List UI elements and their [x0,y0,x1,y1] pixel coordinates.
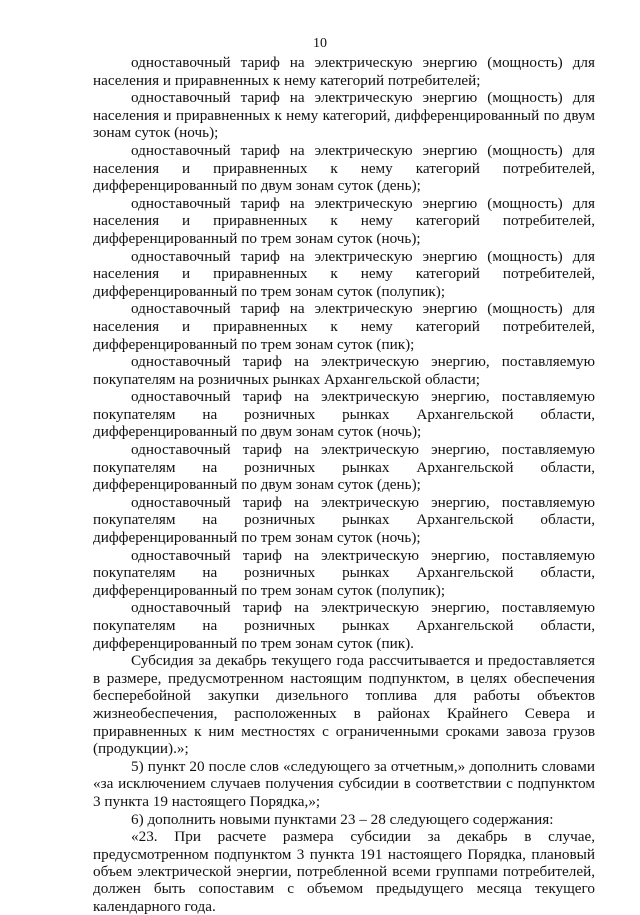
paragraph: одноставочный тариф на электрическую энергию, поставляемую покупателям на розничных рынках Архангельской области, дифференцированный по трем зонам суток (пик). [93,599,595,652]
paragraph: одноставочный тариф на электрическую энергию (мощность) для населения и приравненных к нему категорий потребителей; [93,54,595,89]
subsidy-paragraph: Субсидия за декабрь текущего года рассчитывается и предоставляется в размере, предусмотренном настоящим подпунктом, в целях обеспечения бесперебойной закупки дизельного топлива для работы объектов жизнеобеспечения, расположенных в районах Крайнего Севера и приравненных к ним местностях с ограниченными сроками завоза грузов (продукции).»; [93,652,595,758]
amendment-item-5: 5) пункт 20 после слов «следующего за отчетным,» дополнить словами «за исключением случаев получения субсидии в соответствии с подпунктом 3 пункта 19 настоящего Порядка,»; [93,757,595,810]
paragraph: одноставочный тариф на электрическую энергию (мощность) для населения и приравненных к нему категорий потребителей, дифференцированный по трем зонам суток (пик); [93,300,595,353]
new-point-23: «23. При расчете размера субсидии за декабрь в случае, предусмотренном подпунктом 3 пункта 191 настоящего Порядка, плановый объем электрической энергии, потребленной всеми группами потребителей, должен быть сопоставим с объемом предыдущего месяца текущего календарного года. [93,828,595,915]
paragraph: одноставочный тариф на электрическую энергию, поставляемую покупателям на розничных рынках Архангельской области, дифференцированный по двум зонам суток (день); [93,441,595,494]
paragraph: одноставочный тариф на электрическую энергию (мощность) для населения и приравненных к нему категорий потребителей, дифференцированный по трем зонам суток (полупик); [93,247,595,300]
paragraph: одноставочный тариф на электрическую энергию (мощность) для населения и приравненных к нему категорий потребителей, дифференцированный по двум зонам суток (день); [93,141,595,195]
paragraph: одноставочный тариф на электрическую энергию (мощность) для населения и приравненных к нему категорий, дифференцированный по двум зонам суток (ночь); [93,89,595,142]
document-body [93,54,595,915]
paragraph: одноставочный тариф на электрическую энергию, поставляемую покупателям на розничных рынках Архангельской области, дифференцированный по трем зонам суток (ночь); [93,493,595,547]
paragraph: одноставочный тариф на электрическую энергию, поставляемую покупателям на розничных рынках Архангельской области; [93,353,595,388]
paragraph: одноставочный тариф на электрическую энергию, поставляемую покупателям на розничных рынках Архангельской области, дифференцированный по двум зонам суток (ночь); [93,388,595,441]
paragraph: одноставочный тариф на электрическую энергию (мощность) для населения и приравненных к нему категорий потребителей, дифференцированный по трем зонам суток (ночь); [93,194,595,247]
paragraph: одноставочный тариф на электрическую энергию, поставляемую покупателям на розничных рынках Архангельской области, дифференцированный по трем зонам суток (полупик); [93,546,595,599]
page-number: 10 [313,36,327,51]
amendment-item-6: 6) дополнить новыми пунктами 23 – 28 следующего содержания: [131,810,554,828]
